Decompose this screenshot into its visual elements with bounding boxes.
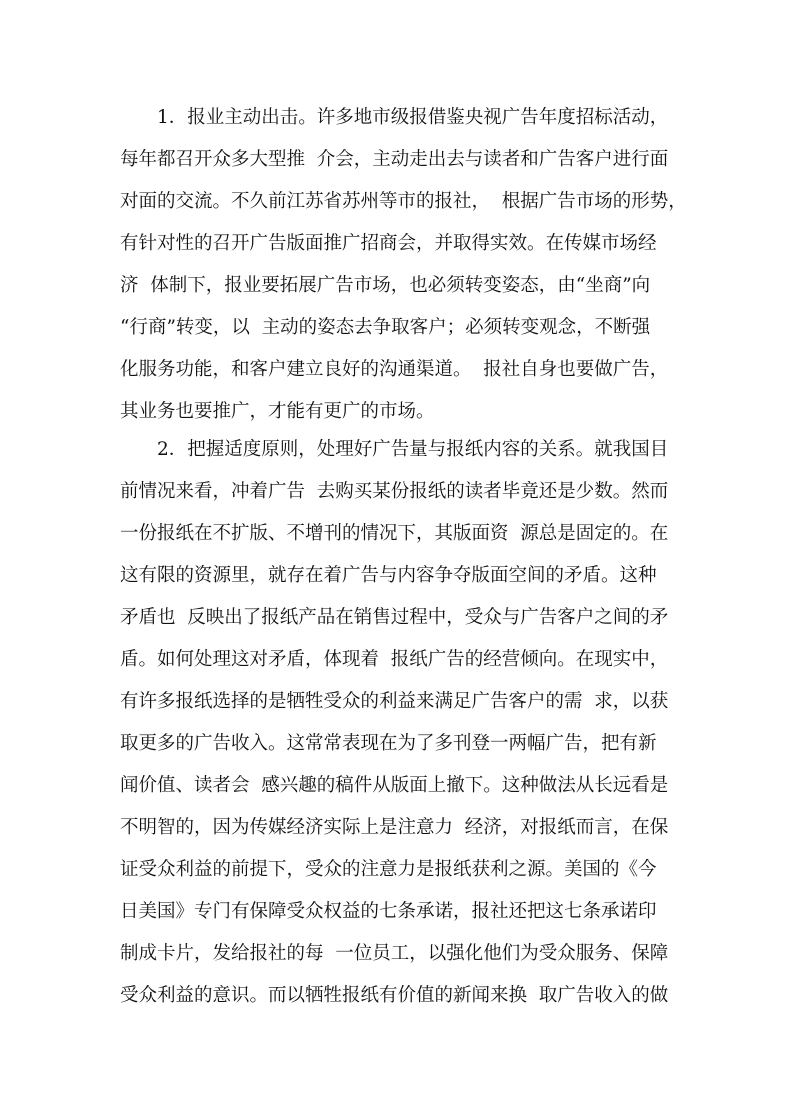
text-line: 取更多的广告收入。这常常表现在为了多刊登一两幅广告，把有新 [120,733,657,754]
text-line: 这有限的资源里，就存在着广告与内容争夺版面空间的矛盾。这种 [120,565,657,586]
text-line: “行商”转变，以 主动的姿态去争取客户；必须转变观念，不断强 [120,317,651,338]
text-line: 闻价值、读者会 感兴趣的稿件从版面上撤下。这种做法从长远看是 [120,775,669,796]
text-line: 受众利益的意识。而以牺牲报纸有价值的新闻来换 取广告收入的做 [120,985,669,1006]
text-line: 化服务功能，和客户建立良好的沟通渠道。 报社自身也要做广告， [120,359,669,380]
text-line: 1．报业主动出击。许多地市级报借鉴央视广告年度招标活动， [157,107,669,128]
text-line: 有许多报纸选择的是牺牲受众的利益来满足广告客户的需 求，以获 [120,691,669,712]
text-line: 一份报纸在不扩版、不增刊的情况下，其版面资 源总是固定的。在 [120,523,669,544]
text-line: 矛盾也 反映出了报纸产品在销售过程中，受众与广告客户之间的矛 [120,607,669,628]
text-line: 2．把握适度原则，处理好广告量与报纸内容的关系。就我国目 [157,439,669,460]
text-line: 每年都召开众多大型推 介会，主动走出去与读者和广告客户进行面 [120,149,669,170]
text-line: 证受众利益的前提下，受众的注意力是报纸获利之源。美国的《今 [120,859,657,880]
text-line: 日美国》专门有保障受众权益的七条承诺，报社还把这七条承诺印 [120,901,657,922]
text-line: 制成卡片，发给报社的每 一位员工，以强化他们为受众服务、保障 [120,943,669,964]
text-line: 有针对性的召开广告版面推广招商会，并取得实效。在传媒市场经 [120,233,657,254]
text-line: 其业务也要推广，才能有更广的市场。 [120,401,435,422]
text-line: 不明智的，因为传媒经济实际上是注意力 经济，对报纸而言，在保 [120,817,669,838]
text-line: 济 体制下，报业要拓展广告市场，也必须转变姿态，由“坐商”向 [120,275,651,296]
text-line: 盾。如何处理这对矛盾，体现着 报纸广告的经营倾向。在现实中， [120,649,669,670]
text-line: 对面的交流。不久前江苏省苏州等市的报社， 根据广告市场的形势， [120,191,687,212]
text-line: 前情况来看，冲着广告 去购买某份报纸的读者毕竟还是少数。然而 [120,481,669,502]
